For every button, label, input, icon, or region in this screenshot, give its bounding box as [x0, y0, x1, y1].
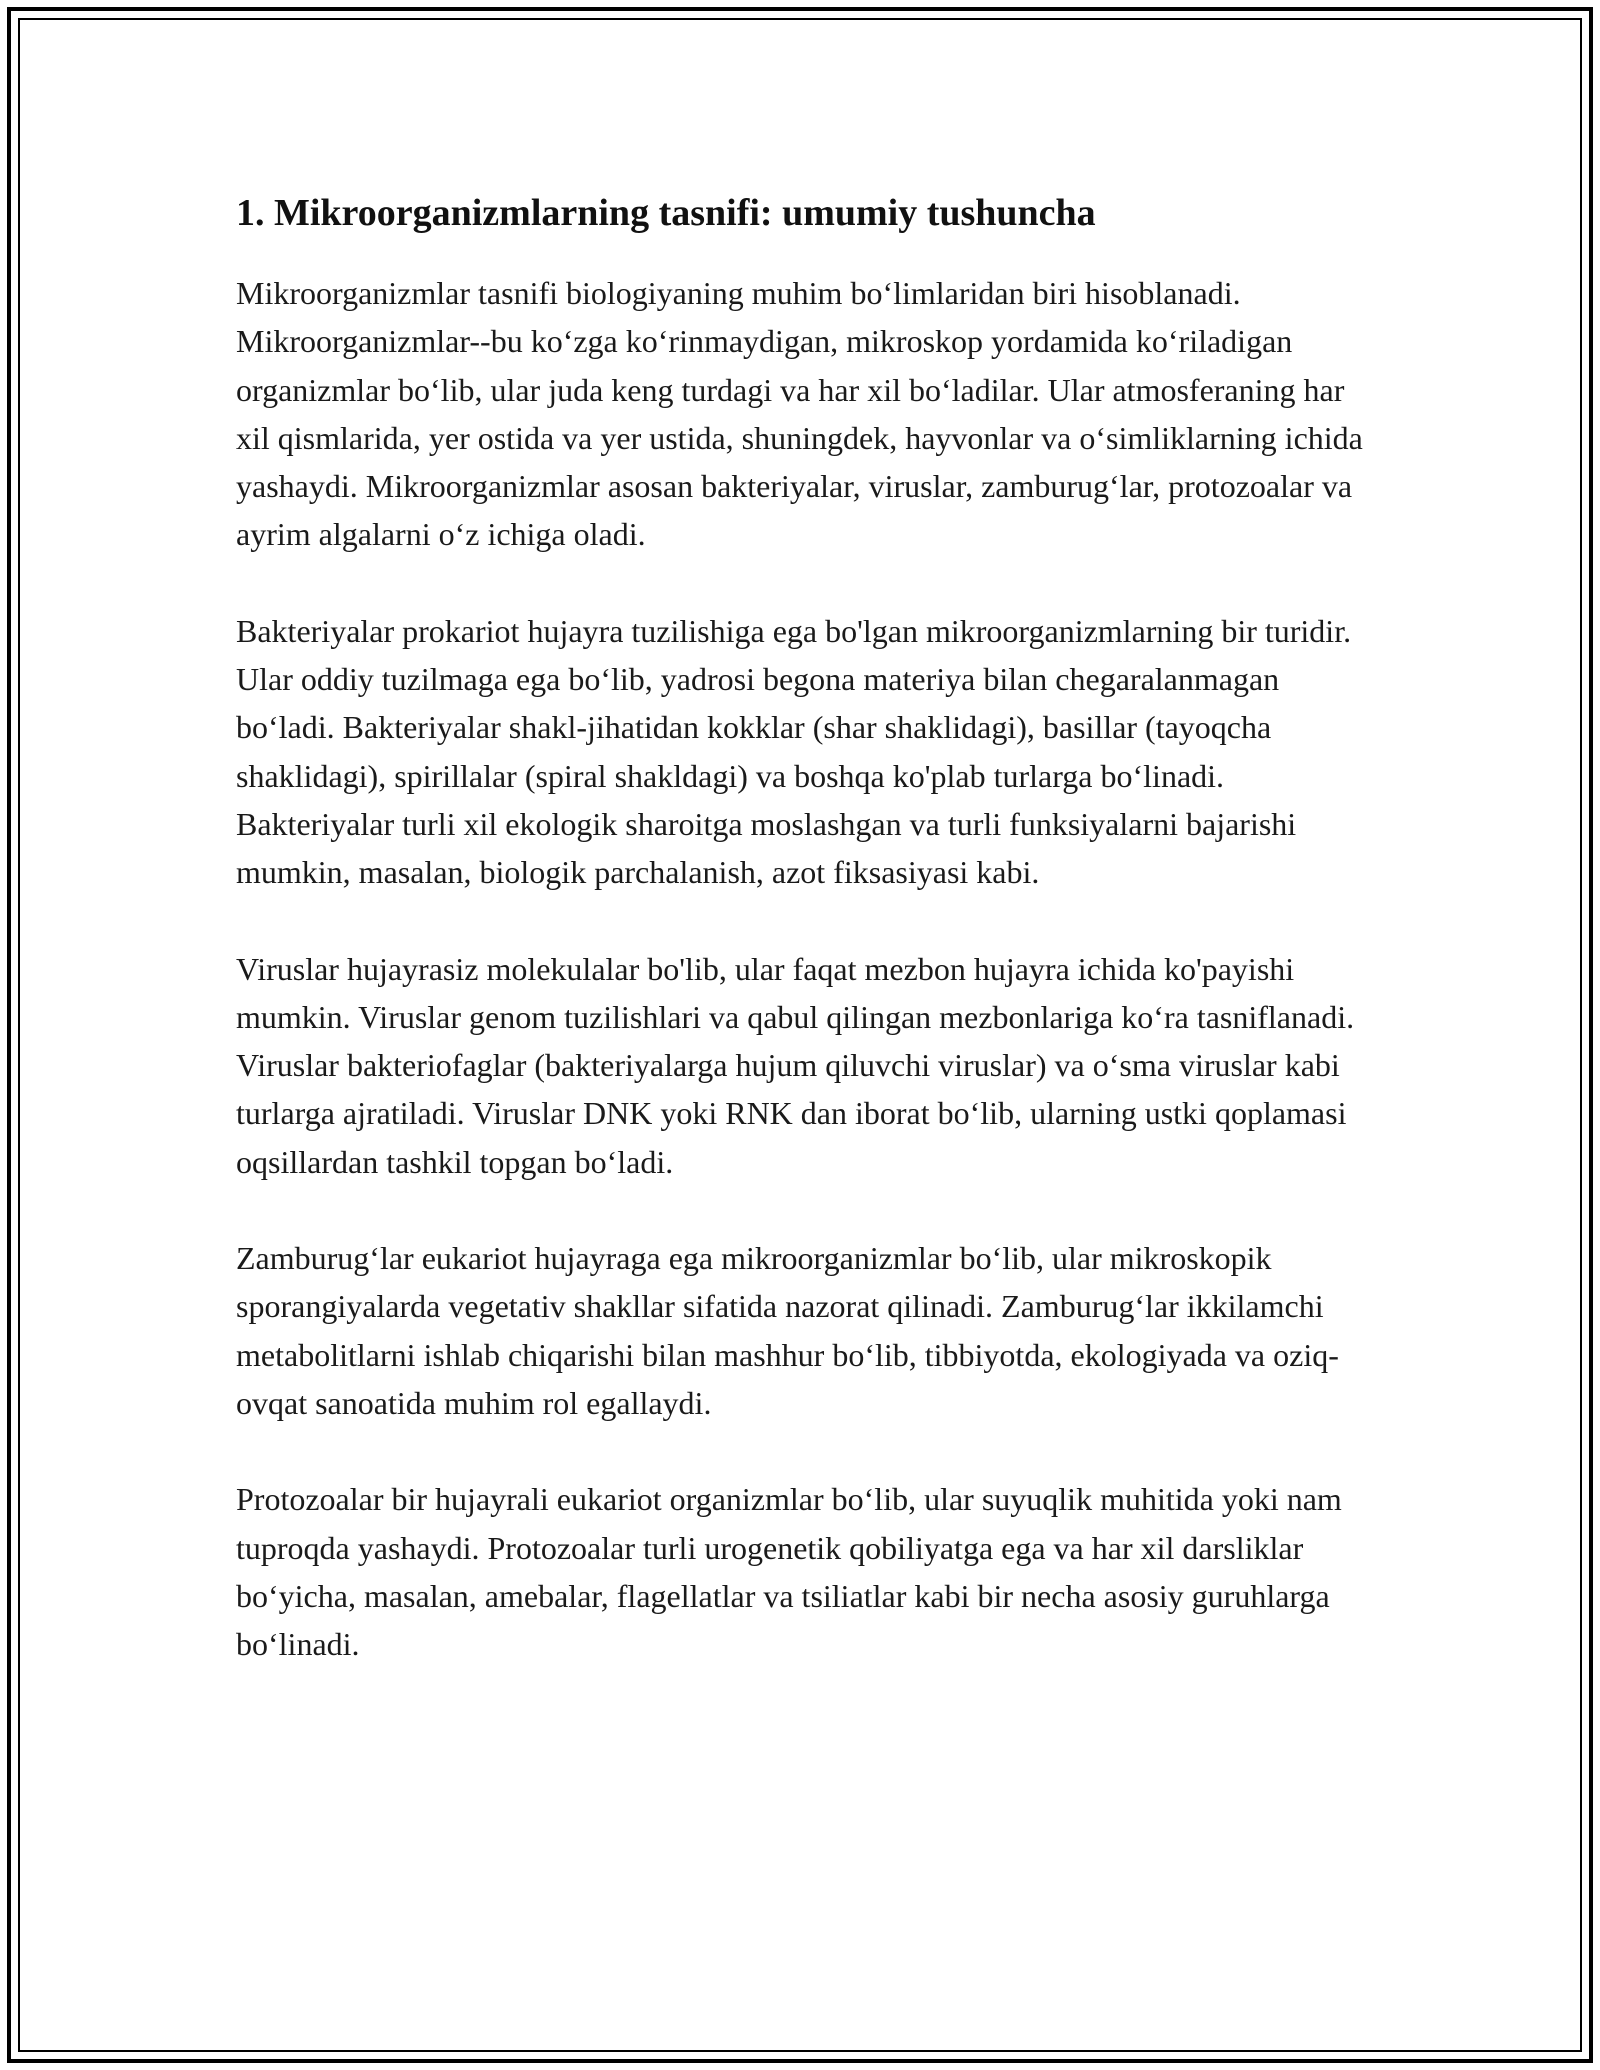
section-heading: 1. Mikroorganizmlarning tasnifi: umumiy tushuncha: [236, 192, 1096, 234]
paragraph-fungi: Zamburug‘lar eukariot hujayraga ega mikroorganizmlar bo‘lib, ular mikroskopik sporangiyalarda vegetativ shakllar sifatida nazorat qilinadi. Zamburug‘lar ikkilamchi metabolitlarni ishlab chiqarishi bilan mashhur bo‘lib, tibbiyotda, ekologiyada va oziq-ovqat sanoatida muhim rol egallaydi.: [236, 1240, 1339, 1421]
paragraph-intro: Mikroorganizmlar tasnifi biologiyaning muhim bo‘limlaridan biri hisoblanadi. Mikroorganizmlar--bu ko‘zga ko‘rinmaydigan, mikroskop yordamida ko‘riladigan organizmlar bo‘lib, ular juda keng turdagi va har xil bo‘ladilar. Ular atmosferaning har xil qismlarida, yer ostida va yer ustida, shuningdek, hayvonlar va o‘simliklarning ichida yashaydi. Mikroorganizmlar asosan bakteriyalar, viruslar, zamburug‘lar, protozoalar va ayrim algalarni o‘z ichiga oladi.: [236, 275, 1363, 553]
paragraph-bacteria: Bakteriyalar prokariot hujayra tuzilishiga ega bo'lgan mikroorganizmlarning bir turidir. Ular oddiy tuzilmaga ega bo‘lib, yadrosi begona materiya bilan chegaralanmagan bo‘ladi. Bakteriyalar shakl-jihatidan kokklar (shar shaklidagi), basillar (tayoqcha shaklidagi), spirillalar (spiral shakldagi) va boshqa ko'plab turlarga bo‘linadi. Bakteriyalar turli xil ekologik sharoitga moslashgan va turli funksiyalarni bajarishi mumkin, masalan, biologik parchalanish, azot fiksasiyasi kabi.: [236, 612, 1352, 891]
paragraph-protozoa: Protozoalar bir hujayrali eukariot organizmlar bo‘lib, ular suyuqlik muhitida yoki nam tuproqda yashaydi. Protozoalar turli urogenetik qobiliyatga ega va har xil darsliklar bo‘yicha, masalan, amebalar, flagellatlar va tsiliatlar kabi bir necha asosiy guruhlarga bo‘linadi.: [236, 1481, 1342, 1663]
paragraph-viruses: Viruslar hujayrasiz molekulalar bo'lib, ular faqat mezbon hujayra ichida ko'payishi mumkin. Viruslar genom tuzilishlari va qabul qilingan mezbonlariga ko‘ra tasniflanadi. Viruslar bakteriofaglar (bakteriyalarga hujum qiluvchi viruslar) va o‘sma viruslar kabi turlarga ajratiladi. Viruslar DNK yoki RNK dan iborat bo‘lib, ularning ustki qoplamasi oqsillardan tashkil topgan bo‘ladi.: [236, 950, 1355, 1180]
document-body: [236, 185, 1366, 1716]
